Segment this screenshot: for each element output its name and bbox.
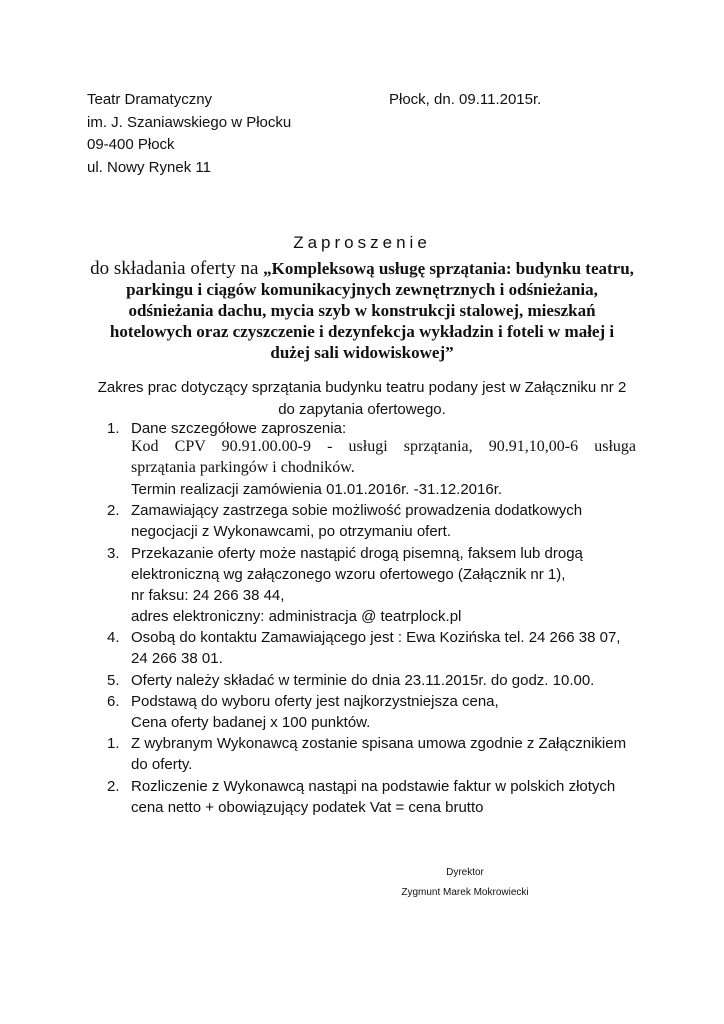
list-item-text: do oferty.	[131, 756, 193, 773]
deadline-text: Oferty należy składać w terminie do dnia 23.11.2015r. do godz. 10.00.	[131, 672, 595, 689]
list-number: 3.	[107, 545, 120, 562]
scope-paragraph	[40, 377, 684, 421]
list-number: 6.	[107, 693, 120, 710]
cpv-code-line: Kod CPV 90.91.00.00-9 - usługi sprzątania, 90.91,10,00-6 usługa	[131, 438, 636, 455]
list-number: 2.	[107, 778, 120, 795]
scope-line-1: Zakres prac dotyczący sprzątania budynku teatru podany jest w Załączniku nr 2	[97, 379, 627, 396]
contact-person: Osobą do kontaktu Zamawiającego jest : Ewa Kozińska tel. 24 266 38 07,	[131, 629, 621, 646]
list-number: 2.	[107, 502, 120, 519]
list-item-text: Dane szczegółowe zaproszenia:	[131, 420, 347, 437]
document-title: Zaproszenie	[293, 233, 431, 252]
sender-street: ul. Nowy Rynek 11	[87, 158, 211, 176]
list-item-text: elektroniczną wg załączonego wzoru ofertowego (Załącznik nr 1),	[131, 566, 566, 583]
subtitle-line-1: „Kompleksową usługę sprzątania: budynku teatru,	[263, 259, 634, 278]
list-item-text: Przekazanie oferty może nastąpić drogą pisemną, faksem lub drogą	[131, 545, 583, 562]
subtitle-line-2: parkingu i ciągów komunikacyjnych zewnętrznych i odśnieżania,	[126, 280, 598, 299]
completion-term: Termin realizacji zamówienia 01.01.2016r. -31.12.2016r.	[131, 481, 503, 498]
document-date: Płock, dn. 09.11.2015r.	[389, 91, 542, 108]
list-item-text: Z wybranym Wykonawcą zostanie spisana umowa zgodnie z Załącznikiem	[131, 735, 627, 752]
list-number: 1.	[107, 735, 120, 752]
sender-patron: im. J. Szaniawskiego w Płocku	[87, 113, 292, 131]
sender-postal-code: 09-400 Płock	[87, 136, 175, 153]
list-item-text: cena netto + obowiązujący podatek Vat = cena brutto	[131, 799, 484, 816]
document-subtitle	[60, 258, 664, 363]
sender-name: Teatr Dramatyczny	[87, 91, 213, 108]
list-item-text: Podstawą do wyboru oferty jest najkorzystniejsza cena,	[131, 693, 499, 710]
contact-phone: 24 266 38 01.	[131, 650, 223, 667]
subtitle-lead: do składania oferty na	[90, 258, 264, 279]
signatory-name: Zygmunt Marek Mokrowiecki	[401, 887, 529, 898]
list-item-text: Rozliczenie z Wykonawcą nastąpi na podstawie faktur w polskich złotych	[131, 778, 616, 795]
subtitle-line-3: odśnieżania dachu, mycia szyb w konstrukcji stalowej, mieszkań	[128, 301, 596, 320]
list-number: 1.	[107, 420, 120, 437]
sender-address	[87, 89, 291, 179]
list-item-text: Zamawiający zastrzega sobie możliwość prowadzenia dodatkowych	[131, 502, 583, 519]
list-item-text: negocjacji z Wykonawcami, po otrzymaniu ofert.	[131, 523, 451, 540]
scope-line-2: do zapytania ofertowego.	[278, 401, 446, 418]
list-number: 5.	[107, 672, 120, 689]
cpv-code-line-2: sprzątania parkingów i chodników.	[131, 459, 355, 476]
list-number: 4.	[107, 629, 120, 646]
list-item-text: Cena oferty badanej x 100 punktów.	[131, 714, 371, 731]
subtitle-line-4: hotelowych oraz czyszczenie i dezynfekcja wykładzin i foteli w małej i	[109, 322, 615, 341]
fax-number: nr faksu: 24 266 38 44,	[131, 587, 285, 604]
signatory-role: Dyrektor	[446, 867, 484, 878]
signature-block	[360, 863, 570, 903]
subtitle-line-5: dużej sali widowiskowej”	[270, 343, 454, 362]
email-address: adres elektroniczny: administracja @ teatrplock.pl	[131, 608, 462, 625]
